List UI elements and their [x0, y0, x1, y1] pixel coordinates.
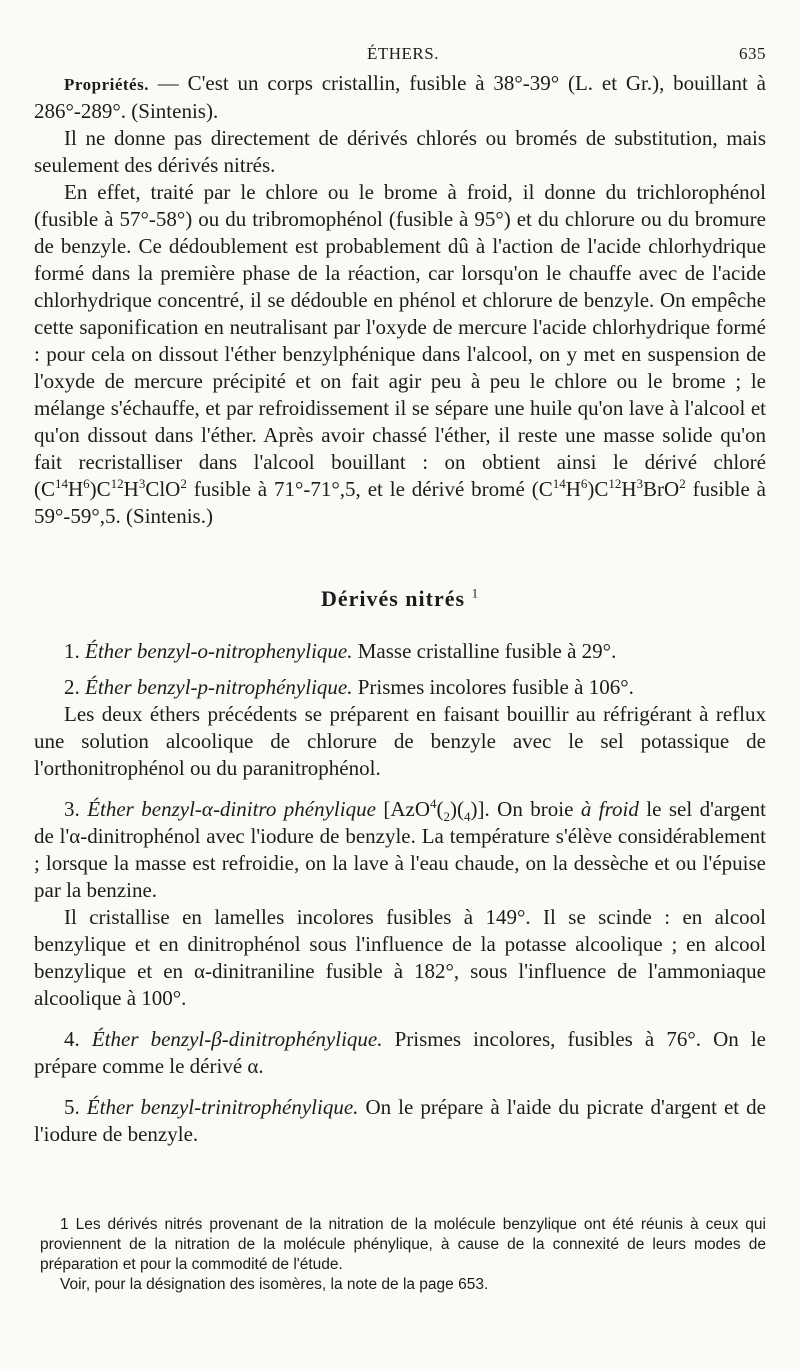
formula-text: H — [68, 477, 84, 501]
item-number: 5. — [64, 1095, 87, 1119]
formula-sup: 2 — [180, 476, 187, 491]
formula-sup: 14 — [55, 476, 68, 491]
footnote-2: Voir, pour la désignation des isomères, la note de la page 653. — [60, 1276, 489, 1293]
formula-sup: 3 — [636, 476, 644, 491]
chlorination-text-1: En effet, traité par le chlore ou le brome à froid, il donne du trichlorophénol (fusible à 57°-58°) ou du tribromophénol (fusible à 95°) et du chlorure ou du bromure de benzyle. Ce dédoublement est probablement dû à l'action de l'acide chlorhydrique formé dans la première phase de la réaction, car lorsqu'on le chauffe avec de l'acide chlorhydrique concentré, il se dédouble en phénol et chlorure de benzyle. On empêche cette saponification en neutralisant par l'oxyde de mercure l'acide chlorhydrique formé : pour cela on dissout l'éther benzylphénique dans l'alcool, on y met en suspension de l'oxyde de mercure précipité et on fait agir peu à peu le chlore ou le brome ; le mélange s'échauffe, et par refroidissement il se sépare une huile qu'on lave à l'alcool et qu'on dissout dans l'éther. Après avoir chassé l'éther, il reste une masse solide qu'on fait recristalliser dans l'alcool bouillant : on obtient ainsi le dérivé chloré (C — [34, 180, 766, 501]
item-5 — [34, 1094, 766, 1148]
formula-sub: 2 — [443, 809, 450, 825]
formula-text: )( — [449, 797, 464, 821]
item-4 — [34, 1026, 766, 1080]
emphasis-text: à froid — [580, 797, 639, 821]
formula-text: H — [621, 477, 637, 501]
properties-label: Propriétés. — [64, 75, 149, 94]
page-number: 635 — [739, 44, 766, 63]
properties-paragraph — [34, 70, 766, 125]
compound-name: Éther benzyl-β-dinitrophénylique. — [91, 1027, 383, 1051]
item-1 — [34, 638, 766, 665]
compound-name: Éther benzyl-trinitrophénylique. — [86, 1095, 359, 1119]
compound-name: Éther benzyl-o-nitrophenylique. — [85, 639, 353, 663]
item-text: On le prépare à l'aide du picrate d'argent et de l'iodure de benzyle. — [34, 1095, 766, 1146]
item-3 — [34, 796, 766, 904]
item-text: Masse cristalline fusible à 29°. — [352, 639, 617, 663]
page-body — [34, 70, 766, 1148]
item-number: 4. — [64, 1027, 92, 1051]
properties-text: — C'est un corps cristallin, fusible à 38°-39° (L. et Gr.), bouillant à 286°-289°. (Sintenis). — [34, 71, 766, 123]
chlorination-text-2: fusible à 71°-71°,5, et le dérivé bromé (C — [186, 477, 553, 501]
item-2-note: Les deux éthers précédents se préparent en faisant bouillir au réfrigérant à reflux une solution alcoolique de chlorure de benzyle avec le sel potassique de l'orthonitrophénol ou du paranitrophénol. — [34, 702, 766, 780]
compound-name: Éther benzyl-p-nitrophénylique. — [85, 675, 353, 699]
formula-sup: 6 — [580, 476, 588, 491]
formula-text: ClO — [145, 477, 181, 501]
compound-name: Éther benzyl-α-dinitro phénylique — [87, 797, 376, 821]
formula-sup: 14 — [552, 476, 566, 491]
chlorination-text-3: fusible à 59°-59°,5. (Sintenis.) — [34, 477, 766, 528]
formula-text: BrO — [643, 477, 680, 501]
footnote-ref: 1 — [471, 585, 480, 601]
item-text: On broie — [489, 797, 581, 821]
page-header — [40, 44, 766, 68]
formula-sup: 6 — [83, 476, 90, 491]
paragraph-chlorination — [34, 179, 766, 530]
formula-text: [AzO — [375, 797, 430, 821]
section-title: Dérivés nitrés — [320, 586, 466, 611]
footnotes — [40, 1215, 766, 1295]
item-3-note: Il cristallise en lamelles incolores fusibles à 149°. Il se scinde : en alcool benzylique et en dinitrophénol sous l'influence de la potasse alcoolique ; en alcool benzylique et en α-dinitraniline fusible à 182°, sous l'influence de l'ammoniaque alcoolique à 100°. — [34, 905, 766, 1010]
item-number: 3. — [64, 797, 88, 821]
formula-sup: 3 — [138, 476, 146, 491]
item-number: 2. — [64, 675, 85, 699]
formula-text: ( — [436, 797, 444, 821]
formula-sup: 12 — [110, 476, 124, 491]
paragraph-substitution: Il ne donne pas directement de dérivés chlorés ou bromés de substitution, mais seulement des dérivés nitrés. — [34, 126, 766, 177]
formula-sup: 2 — [679, 476, 686, 491]
running-title: ÉTHERS. — [367, 44, 439, 63]
item-2 — [34, 674, 766, 701]
formula-text: )]. — [470, 797, 490, 821]
formula-sub: 4 — [463, 809, 471, 825]
formula-text: )C — [89, 477, 111, 501]
formula-sup: 12 — [608, 476, 622, 491]
section-heading — [34, 585, 766, 612]
item-text: Prismes incolores fusible à 106°. — [352, 675, 634, 699]
formula-text: H — [123, 477, 139, 501]
item-number: 1. — [64, 639, 85, 663]
formula-sup: 4 — [429, 796, 437, 811]
formula-text: H — [565, 477, 581, 501]
item-text: le sel d'argent de l'α-dinitrophénol avec l'iodure de benzyle. La température s'élève considérablement ; lorsque la masse est refroidie, on la lave à l'eau chaude, on la dessèche et ou l'épuise par la benzine. — [34, 797, 767, 902]
item-text: Prismes incolores, fusibles à 76°. On le prépare comme le dérivé α. — [34, 1027, 767, 1078]
footnote-1: 1 Les dérivés nitrés provenant de la nitration de la molécule benzylique ont été réunis à ceux qui proviennent de la nitration de la molécule phénylique, à cause de la connexité de leurs modes de préparation et pour la commodité de l'étude. — [40, 1216, 766, 1273]
formula-text: )C — [587, 477, 609, 501]
